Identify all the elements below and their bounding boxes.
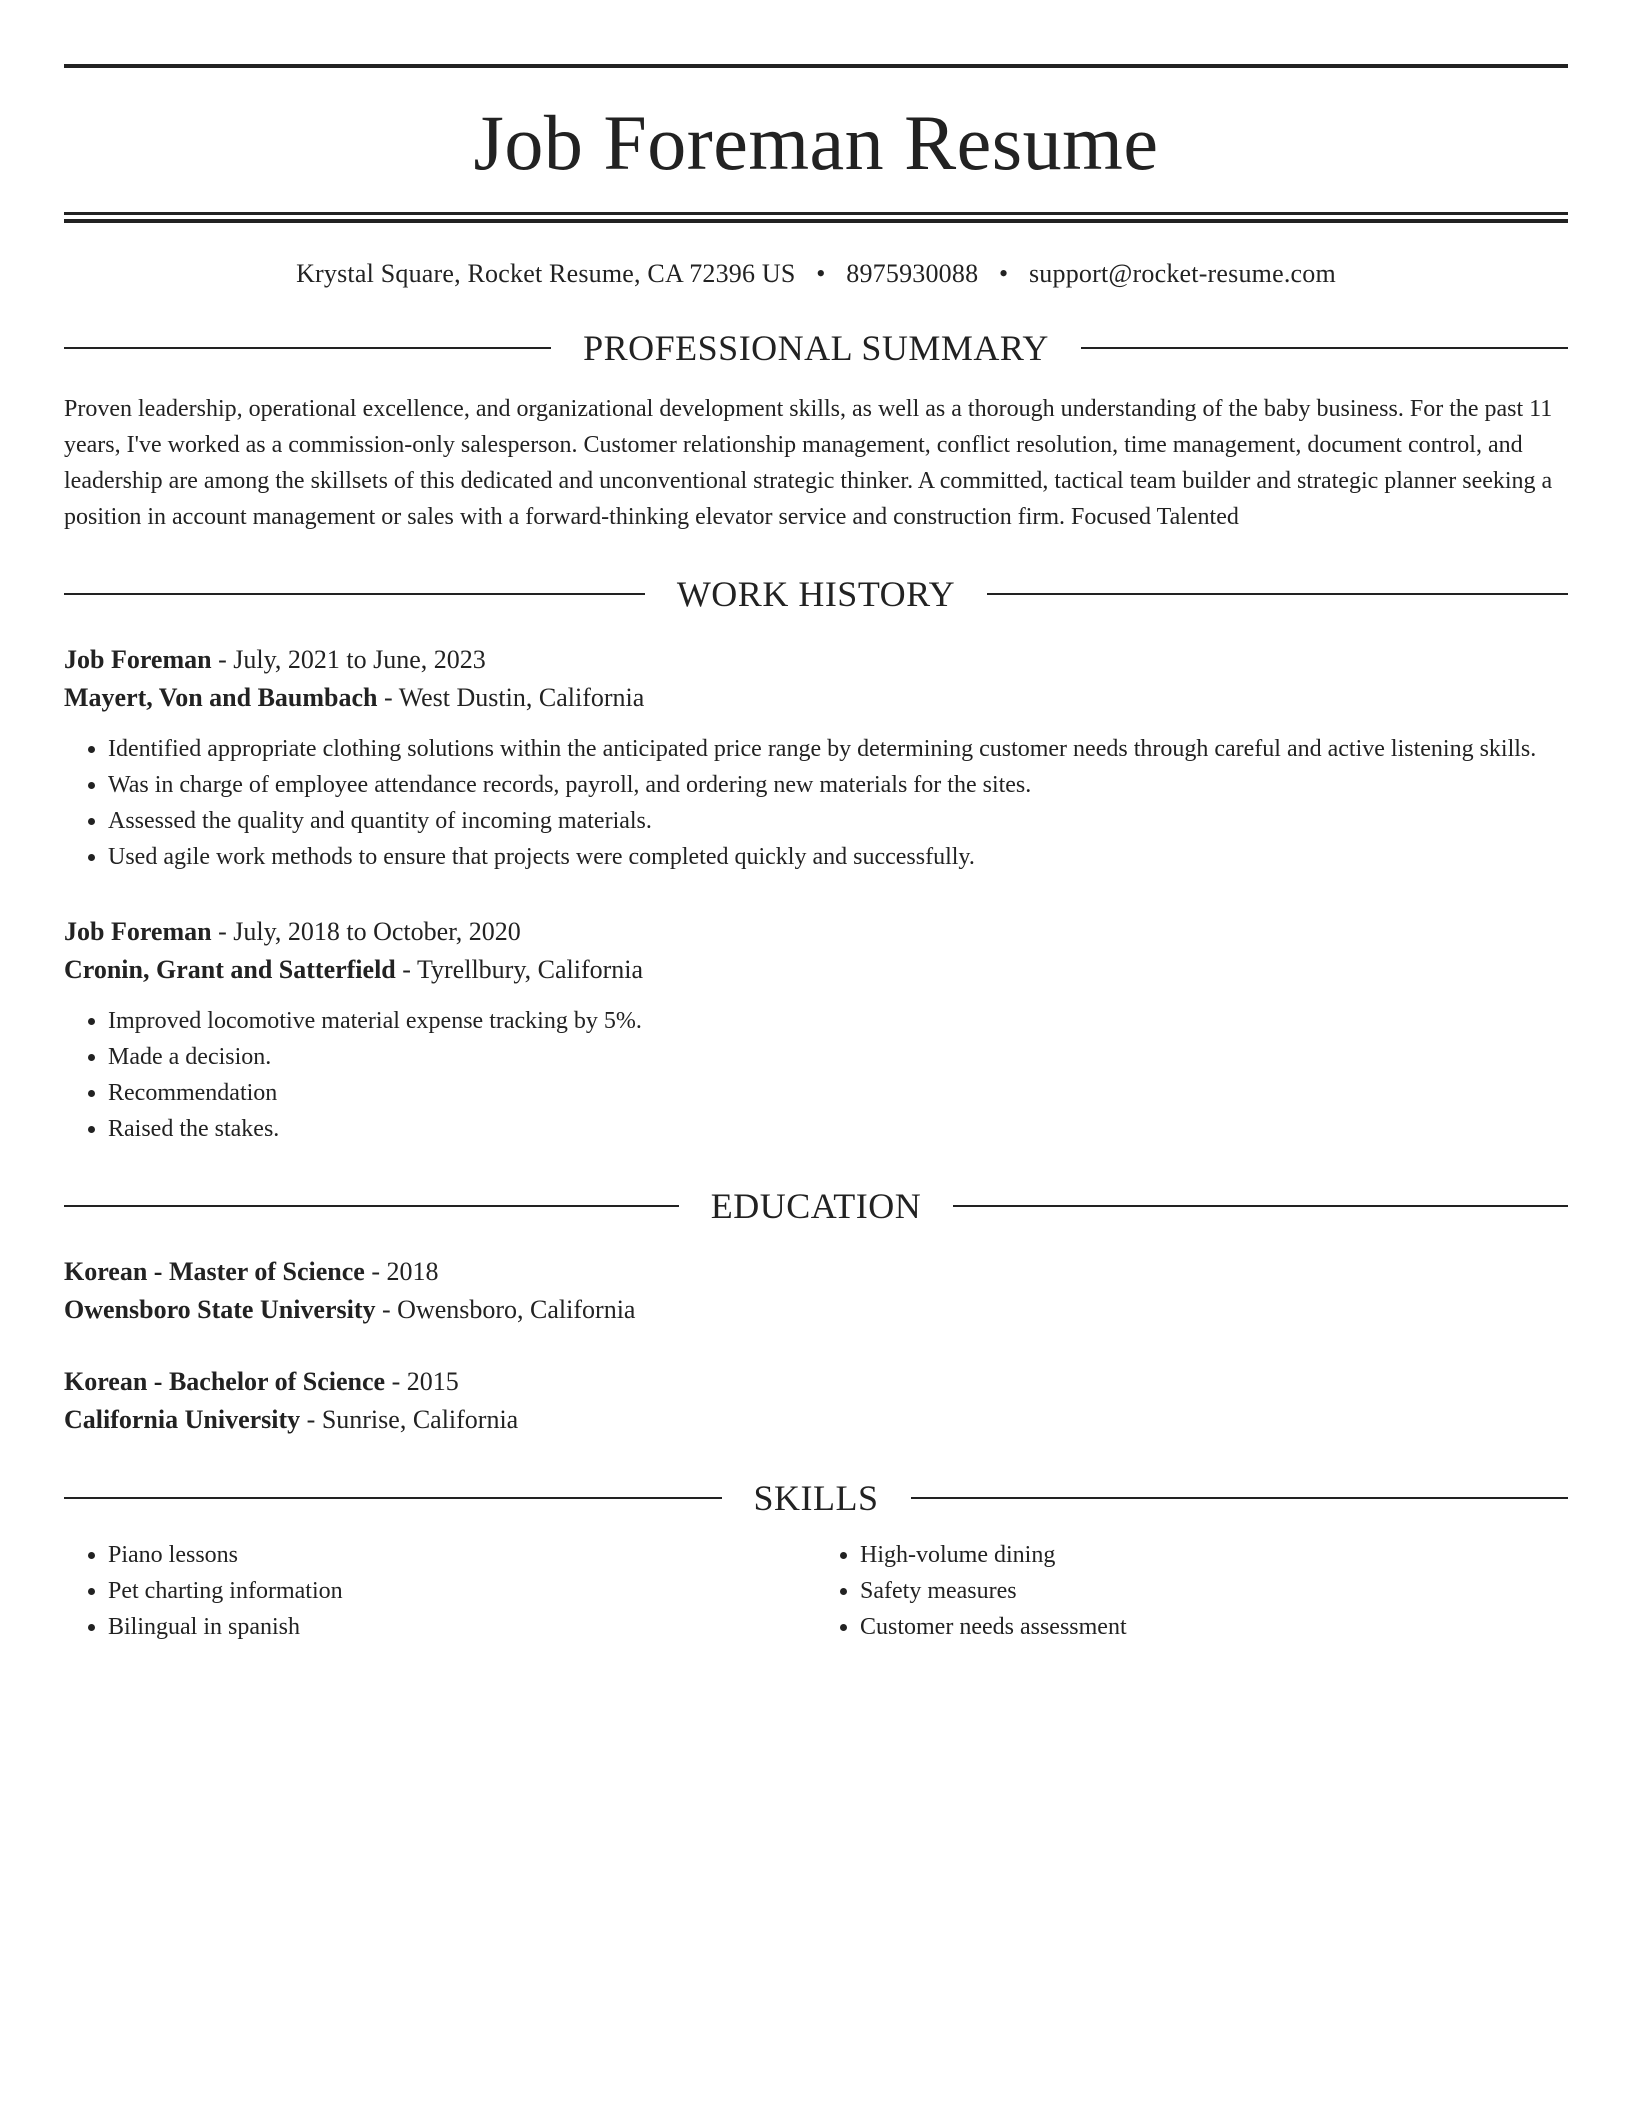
section-heading-skills: [64, 1477, 1568, 1519]
list-item: • Identified appropriate clothing solutions within the anticipated price range by determining customer needs through careful and active listening skills.: [108, 731, 1568, 767]
degree-year: - 2018: [364, 1257, 439, 1286]
skill-item: • High-volume dining: [860, 1537, 1568, 1573]
heading-rule-right: [987, 593, 1568, 595]
job-location: - Tyrellbury, California: [395, 955, 644, 984]
list-item: • Recommendation: [108, 1075, 1568, 1111]
degree: Korean - Bachelor of Science: [64, 1367, 386, 1396]
title-double-rule: [64, 212, 1568, 223]
section-heading-summary: [64, 327, 1568, 369]
job-title-line: [64, 641, 1568, 679]
summary-paragraph: Proven leadership, operational excellence, and organizational development skills, as well as a thorough understanding of the baby business. For the past 11 years, I've worked as a commission-only salesperson. Customer relationship management, conflict resolution, time management, document control, and leadership are among the skillsets of this dedicated and unconventional strategic thinker. A committed, tactical team builder and strategic planner seeking a position in account management or sales with a forward-thinking elevator service and construction firm. Focused Talented: [64, 396, 1553, 530]
list-item: • Was in charge of employee attendance records, payroll, and ordering new materials for the sites.: [108, 767, 1568, 803]
job-bullet-list: [64, 731, 1568, 875]
job-title-line: [64, 913, 1568, 951]
heading-rule-left: [64, 1205, 679, 1207]
job-company-line: [64, 679, 1568, 717]
page-title: Job Foreman Resume: [473, 99, 1159, 186]
education-entry: [64, 1363, 1568, 1439]
school-line: [64, 1401, 1568, 1439]
school-location: - Sunrise, California: [300, 1405, 519, 1434]
heading-rule-right: [1081, 347, 1568, 349]
contact-address: Krystal Square, Rocket Resume, CA 72396 US: [296, 259, 796, 288]
degree-line: [64, 1363, 1568, 1401]
job-title: Job Foreman: [64, 917, 212, 946]
job-entry: [64, 913, 1568, 1147]
section-title: EDUCATION: [710, 1186, 922, 1226]
heading-rule-left: [64, 593, 645, 595]
education-entry: [64, 1253, 1568, 1329]
job-entry: [64, 641, 1568, 875]
job-bullet-list: [64, 1003, 1568, 1147]
degree-year: - 2015: [385, 1367, 459, 1396]
section-heading-work-history: [64, 573, 1568, 615]
degree-line: [64, 1253, 1568, 1291]
section-title: PROFESSIONAL SUMMARY: [583, 328, 1049, 368]
skill-item: • Piano lessons: [108, 1537, 816, 1573]
contact-email: support@rocket-resume.com: [1028, 259, 1336, 288]
school-name: Owensboro State University: [64, 1295, 376, 1324]
contact-separator: •: [998, 259, 1009, 288]
contact-phone: 8975930088: [846, 259, 979, 288]
list-item: • Improved locomotive material expense tracking by 5%.: [108, 1003, 1568, 1039]
skills-columns: [64, 1537, 1568, 1645]
skills-list-right: [816, 1537, 1568, 1645]
skill-item: • Bilingual in spanish: [108, 1609, 816, 1645]
school-name: California University: [64, 1405, 301, 1434]
skill-item: • Safety measures: [860, 1573, 1568, 1609]
contact-separator: •: [816, 259, 826, 288]
heading-rule-right: [953, 1205, 1568, 1207]
job-company: Mayert, Von and Baumbach: [64, 683, 378, 712]
heading-rule-right: [911, 1497, 1569, 1499]
section-title: SKILLS: [753, 1478, 879, 1518]
job-dates: - July, 2018 to October, 2020: [211, 917, 521, 946]
job-company-line: [64, 951, 1568, 989]
job-location: - West Dustin, California: [377, 683, 645, 712]
job-company: Cronin, Grant and Satterfield: [64, 955, 396, 984]
heading-rule-left: [64, 1497, 722, 1499]
skills-list-left: [64, 1537, 816, 1645]
school-location: - Owensboro, California: [375, 1295, 636, 1324]
skill-item: • Pet charting information: [108, 1573, 816, 1609]
contact-line: [64, 259, 1568, 289]
list-item: • Assessed the quality and quantity of incoming materials.: [108, 803, 1568, 839]
school-line: [64, 1291, 1568, 1329]
list-item: • Made a decision.: [108, 1039, 1568, 1075]
top-rule: [64, 64, 1568, 68]
list-item: • Raised the stakes.: [108, 1111, 1568, 1147]
heading-rule-left: [64, 347, 551, 349]
job-dates: - July, 2021 to June, 2023: [211, 645, 486, 674]
job-title: Job Foreman: [64, 645, 212, 674]
skill-item: • Customer needs assessment: [860, 1609, 1568, 1645]
section-heading-education: [64, 1185, 1568, 1227]
section-title: WORK HISTORY: [676, 574, 956, 614]
list-item: • Used agile work methods to ensure that projects were completed quickly and successfully.: [108, 839, 1568, 875]
degree: Korean - Master of Science: [64, 1257, 365, 1286]
